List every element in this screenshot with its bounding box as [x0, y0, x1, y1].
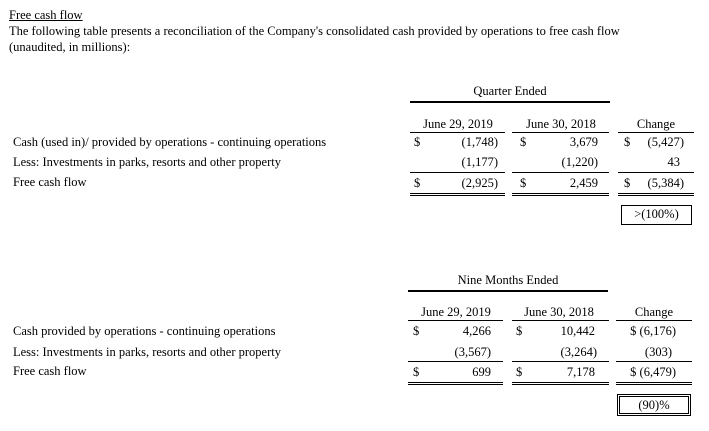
value-cell: (303) — [644, 345, 672, 359]
nine-months-total-rule — [512, 382, 609, 385]
currency-symbol: $ — [413, 324, 420, 338]
intro-text-line-2: (unaudited, in millions): — [9, 40, 131, 54]
quarter-col3-header: Change — [636, 117, 676, 131]
nine-months-subtotal-rule — [616, 361, 692, 362]
value-cell: 3,679 — [569, 135, 598, 149]
value-cell: (2,925) — [461, 176, 498, 190]
quarter-subtotal-rule — [512, 172, 609, 173]
quarter-col2-header: June 30, 2018 — [526, 117, 596, 131]
nine-months-col3-rule — [616, 320, 692, 321]
quarter-pct-change: >(100%) — [621, 205, 692, 225]
quarter-total-rule — [410, 193, 505, 196]
value-cell: 43 — [667, 155, 680, 169]
value-cell: (5,384) — [647, 176, 684, 190]
row-label: Free cash flow — [13, 175, 87, 189]
nine-months-col2-header: June 30, 2018 — [524, 305, 594, 319]
row-label: Free cash flow — [13, 364, 87, 378]
nine-months-col3-header: Change — [634, 305, 674, 319]
value-cell: (3,264) — [560, 345, 597, 359]
nine-months-period-label: Nine Months Ended — [457, 273, 559, 287]
quarter-total-rule — [618, 193, 694, 196]
value-cell: 4,266 — [462, 324, 491, 338]
value-cell: (1,177) — [461, 155, 498, 169]
value-cell: $ (6,479) — [630, 365, 676, 379]
quarter-col3-rule — [618, 132, 694, 133]
currency-symbol: $ — [516, 324, 523, 338]
currency-symbol: $ — [624, 176, 631, 190]
value-cell: (3,567) — [454, 345, 491, 359]
value-cell: 699 — [472, 365, 491, 379]
currency-symbol: $ — [414, 176, 421, 190]
quarter-col1-header: June 29, 2019 — [423, 117, 493, 131]
quarter-period-label: Quarter Ended — [473, 84, 547, 98]
value-cell: 7,178 — [566, 365, 595, 379]
nine-months-total-rule — [408, 382, 503, 385]
value-cell: (1,220) — [561, 155, 598, 169]
row-label: Less: Investments in parks, resorts and other property — [13, 155, 281, 169]
currency-symbol: $ — [414, 135, 421, 149]
quarter-total-rule — [512, 193, 609, 196]
nine-months-col1-header: June 29, 2019 — [421, 305, 491, 319]
value-cell: (5,427) — [647, 135, 684, 149]
section-title: Free cash flow — [9, 8, 83, 22]
nine-months-subtotal-rule — [408, 361, 503, 362]
row-label: Cash provided by operations - continuing operations — [13, 324, 276, 338]
currency-symbol: $ — [520, 135, 527, 149]
quarter-col2-rule — [512, 132, 609, 133]
nine-months-header-rule — [408, 290, 608, 292]
value-cell: 10,442 — [560, 324, 595, 338]
currency-symbol: $ — [516, 365, 523, 379]
currency-symbol: $ — [624, 135, 631, 149]
value-cell: (1,748) — [461, 135, 498, 149]
quarter-subtotal-rule — [618, 172, 694, 173]
nine-months-col1-rule — [408, 320, 503, 321]
nine-months-subtotal-rule — [512, 361, 609, 362]
value-cell: 2,459 — [569, 176, 598, 190]
nine-months-total-rule — [616, 382, 692, 385]
row-label: Less: Investments in parks, resorts and other property — [13, 345, 281, 359]
currency-symbol: $ — [413, 365, 420, 379]
nine-months-col2-rule — [512, 320, 609, 321]
value-cell: $ (6,176) — [630, 324, 676, 338]
currency-symbol: $ — [520, 176, 527, 190]
quarter-header-rule — [410, 101, 610, 103]
quarter-col1-rule — [410, 132, 505, 133]
nine-months-pct-change: (90)% — [617, 394, 691, 416]
row-label: Cash (used in)/ provided by operations - continuing operations — [13, 135, 327, 149]
quarter-subtotal-rule — [410, 172, 505, 173]
intro-text-line-1: The following table presents a reconciliation of the Company's consolidated cash provided by operations to free cash flow — [9, 24, 620, 38]
